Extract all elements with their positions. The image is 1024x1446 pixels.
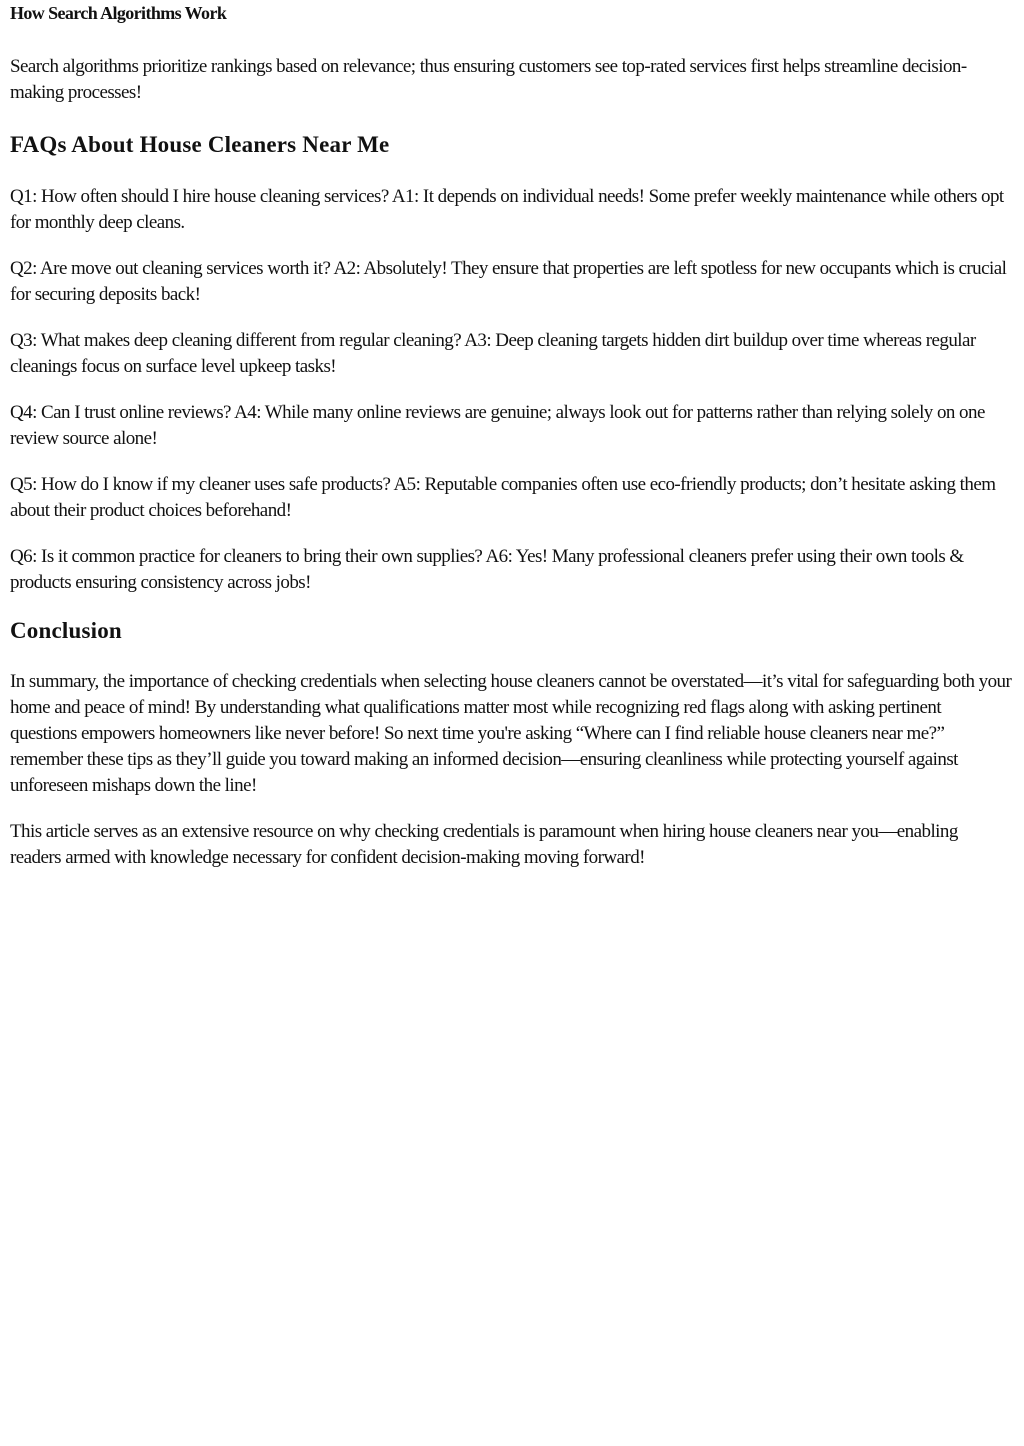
faq-list [10, 184, 1012, 596]
conclusion-paragraph-1: In summary, the importance of checking credentials when selecting house cleaners cannot be overstated—it’s vital for safeguarding both your home and peace of mind! By understanding what qualifications matter most while recognizing red flags along with asking pertinent questions empowers homeowners like never before! So next time you're asking “Where can I find reliable house cleaners near me?” remember these tips as they’ll guide you toward making an informed decision—ensuring cleanliness while protecting yourself against unforeseen mishaps down the line! [10, 671, 1012, 796]
faq-item-q1: Q1: How often should I hire house cleaning services? A1: It depends on individual needs! Some prefer weekly maintenance while others opt for monthly deep cleans. [10, 186, 1004, 233]
section-title: How Search Algorithms Work [10, 3, 227, 23]
conclusion-paragraph-2: This article serves as an extensive resource on why checking credentials is paramount when hiring house cleaners near you—enabling readers armed with knowledge necessary for confident decision-making moving forward! [10, 821, 958, 868]
faq-item-q4: Q4: Can I trust online reviews? A4: While many online reviews are genuine; always look out for patterns rather than relying solely on one review source alone! [10, 402, 985, 449]
faq-item-q2: Q2: Are move out cleaning services worth it? A2: Absolutely! They ensure that properties are left spotless for new occupants which is crucial for securing deposits back! [10, 258, 1007, 305]
faq-item-q6: Q6: Is it common practice for cleaners to bring their own supplies? A6: Yes! Many professional cleaners prefer using their own tools & products ensuring consistency across jobs! [10, 546, 964, 593]
section-paragraph: Search algorithms prioritize rankings based on relevance; thus ensuring customers see top-rated services first helps streamline decision-making processes! [10, 56, 967, 103]
conclusion-heading: Conclusion [10, 618, 122, 643]
faq-heading: FAQs About House Cleaners Near Me [10, 132, 390, 157]
faq-item-q3: Q3: What makes deep cleaning different from regular cleaning? A3: Deep cleaning targets hidden dirt buildup over time whereas regular cleanings focus on surface level upkeep tasks! [10, 330, 976, 377]
faq-item-q5: Q5: How do I know if my cleaner uses safe products? A5: Reputable companies often use eco-friendly products; don’t hesitate asking them about their product choices beforehand! [10, 474, 996, 521]
document-page [10, 0, 1012, 871]
